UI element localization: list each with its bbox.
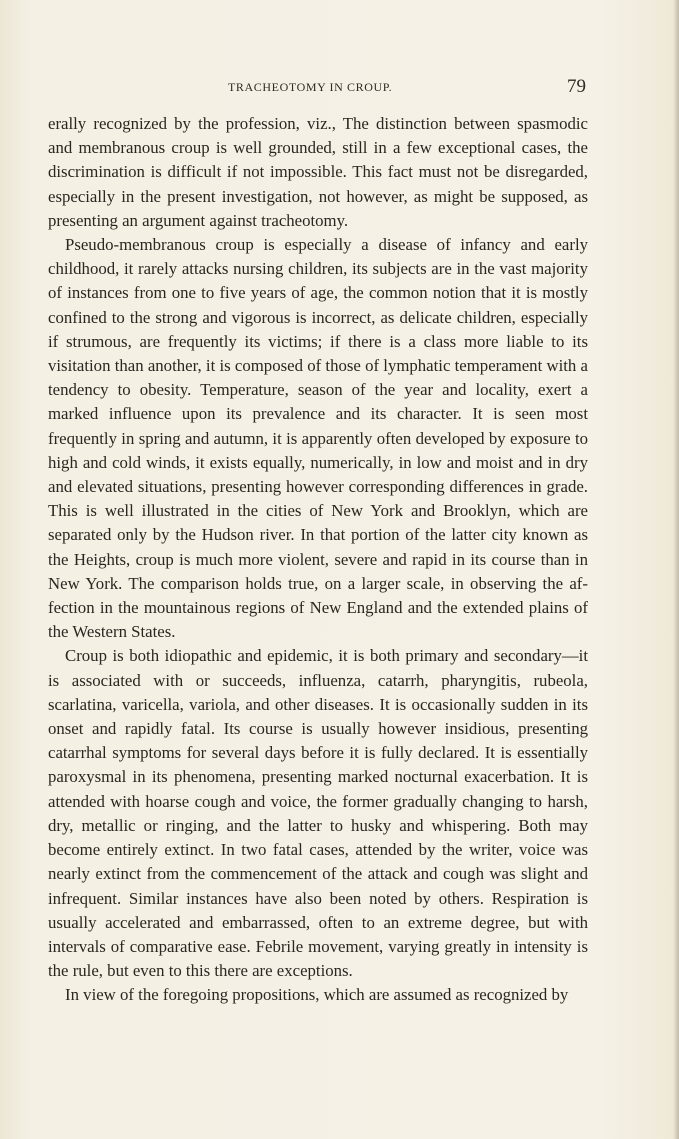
running-head: TRACHEOTOMY IN CROUP. [228, 80, 393, 94]
paragraph-croup-idiopathic: Croup is both idiopathic and epidemic, it is both primary and secondary—it is associated with or succeeds, influenza, catarrh, pharyngitis, rubeola, scarlatina, varicella, variola, and other diseases. It is occasionally sudden in its onset and rapidly fatal. Its course is usually however insidious, presenting catarrhal symptoms for several days before it is fully declared. It is essentially paroxysmal in its phenomena, presenting marked nocturnal exacerbation. It is attended with hoarse cough and voice, the former gradually changing to harsh, dry, metallic or ringing, and the latter to husky and whispering. Both may become entirely extinct. In two fatal cases, attended by the writer, voice was nearly extinct from the commencement of the attack and cough was slight and infrequent. Similar instances have also been noted by others. Respiration is usually accelerated and embarrassed, often to an extreme degree, but with intervals of comparative ease. Febrile movement, varying greatly in intensity is the rule, but even to this there are exceptions. [48, 646, 588, 981]
page-header [48, 76, 588, 100]
paragraph-pseudo-membranous-croup: Pseudo-membranous croup is especially a disease of infancy and early childhood, it rarely attacks nursing children, its subjects are in the vast majority of instances from one to five years of age, the common notion that it is mostly confined to the strong and vigorous is incorrect, as delicate children, especially if strumous, are frequently its victims; if there is a class more liable to its visitation than another, it is composed of those of lymphatic temperament with a tendency to obesity. Temperature, season of the year and locality, exert a marked influence upon its prevalence and its character. It is seen most frequently in spring and autumn, it is apparently often developed by exposure to high and cold winds, it exists equally, numerically, in low and moist and in dry and elevated situations, presenting however corresponding differences in grade. This is well illustrated in the cities of New York and Brooklyn, which are separated only by the Hudson river. In that portion of the latter city known as the Heights, croup is much more violent, severe and rapid in its course than in New York. The comparison holds true, on a larger scale, in observing the affection in the mountainous regions of New England and the extended plains of the Western States. [48, 235, 588, 642]
paragraph-in-view: In view of the foregoing propositions, which are assumed as recognized by [65, 985, 569, 1005]
body-text [48, 112, 588, 1008]
page-edge-shadow [673, 0, 679, 1139]
page-number: 79 [567, 76, 586, 97]
paragraph-continued: erally recognized by the profession, viz., The distinction between spasmodic and membranous croup is well grounded, still in a few exceptional cases, the discrimination is difficult if not impossible. This fact must not be disregarded, especially in the present investigation, not however, as might be supposed, as presenting an argument against tracheotomy. [48, 114, 588, 230]
